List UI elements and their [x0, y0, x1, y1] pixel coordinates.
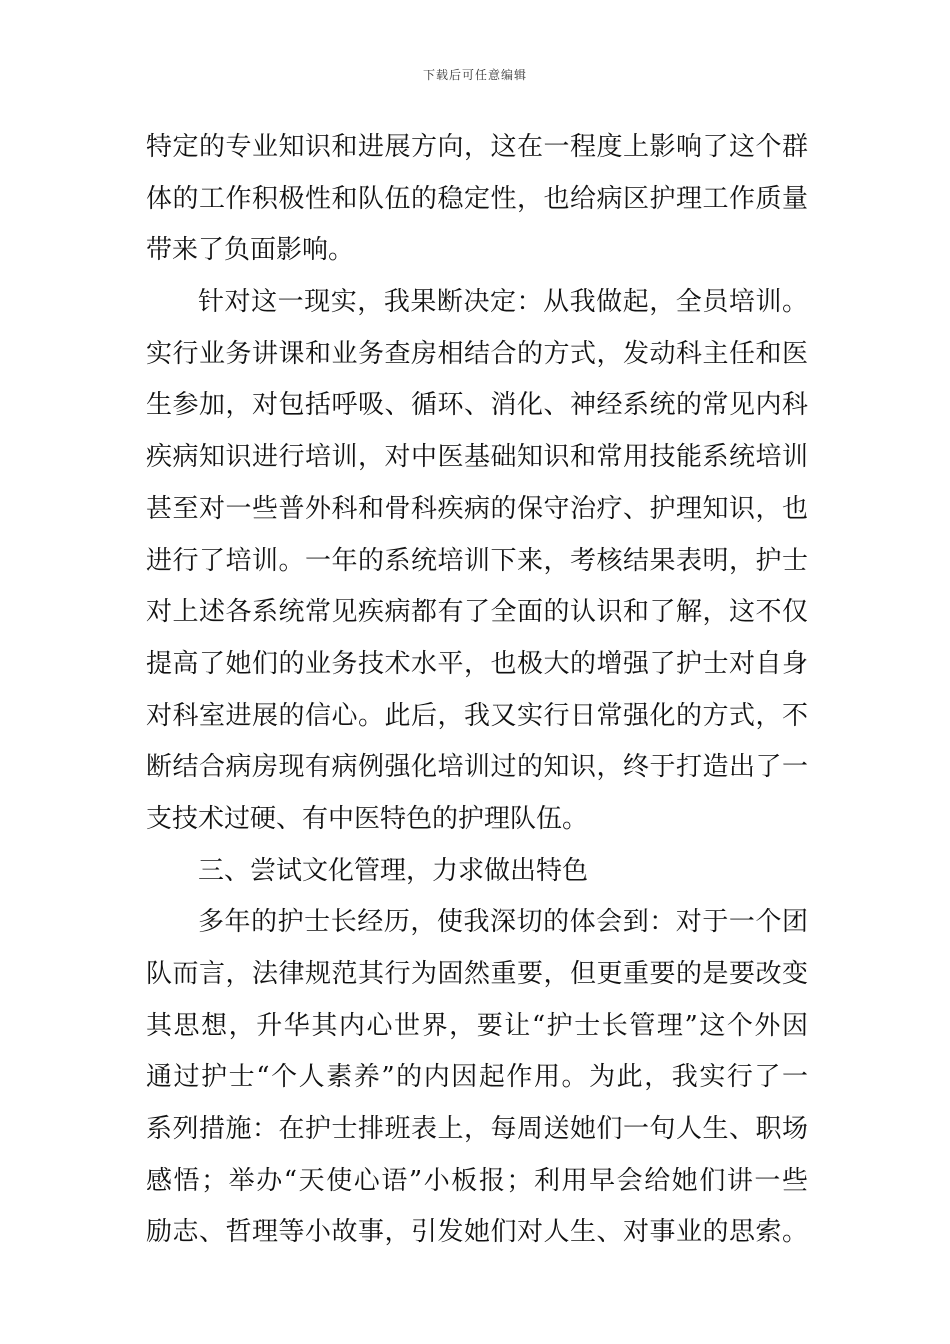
- document-body: [146, 122, 808, 1259]
- text-line: 提高了她们的业务技术水平，也极大的增强了护士对自身: [146, 648, 808, 679]
- text-line: 特定的专业知识和进展方向，这在一程度上影响了这个群: [146, 132, 808, 162]
- text-line: 感悟；举办“天使心语”小板报；利用早会给她们讲一些: [146, 1165, 808, 1196]
- text-line: 实行业务讲课和业务查房相结合的方式，发动科主任和医: [146, 338, 808, 369]
- text-line: 多年的护士长经历，使我深切的体会到：对于一个团: [198, 907, 808, 938]
- text-line: 支技术过硬、有中医特色的护理队伍。: [146, 803, 589, 834]
- text-line: 励志、哲理等小故事，引发她们对人生、对事业的思索。: [146, 1217, 808, 1248]
- text-line: 对科室进展的信心。此后，我又实行日常强化的方式，不: [146, 700, 808, 731]
- text-line: 带来了负面影响。: [146, 235, 355, 266]
- text-line: 其思想，升华其内心世界，要让“护士长管理”这个外因: [146, 1010, 808, 1041]
- section-heading: 三、尝试文化管理，力求做出特色: [198, 855, 589, 886]
- text-line: 进行了培训。一年的系统培训下来，考核结果表明，护士: [146, 545, 808, 576]
- text-line: 疾病知识进行培训，对中医基础知识和常用技能系统培训: [146, 442, 808, 473]
- text-line: 甚至对一些普外科和骨科疾病的保守治疗、护理知识，也: [146, 493, 808, 524]
- text-line: 断结合病房现有病例强化培训过的知识，终于打造出了一: [146, 752, 808, 783]
- text-line: 通过护士“个人素养”的内因起作用。为此，我实行了一: [146, 1062, 808, 1093]
- text-line: 队而言，法律规范其行为固然重要，但更重要的是要改变: [146, 959, 808, 989]
- text-line: 体的工作积极性和队伍的稳定性，也给病区护理工作质量: [146, 183, 808, 214]
- text-line: 针对这一现实，我果断决定：从我做起，全员培训。: [198, 287, 808, 318]
- text-line: 系列措施：在护士排班表上，每周送她们一句人生、职场: [146, 1114, 808, 1145]
- text-line: 对上述各系统常见疾病都有了全面的认识和了解，这不仅: [146, 597, 808, 628]
- text-line: 生参加，对包括呼吸、循环、消化、神经系统的常见内科: [146, 390, 808, 421]
- page-header-note: 下载后可任意编辑: [422, 68, 527, 82]
